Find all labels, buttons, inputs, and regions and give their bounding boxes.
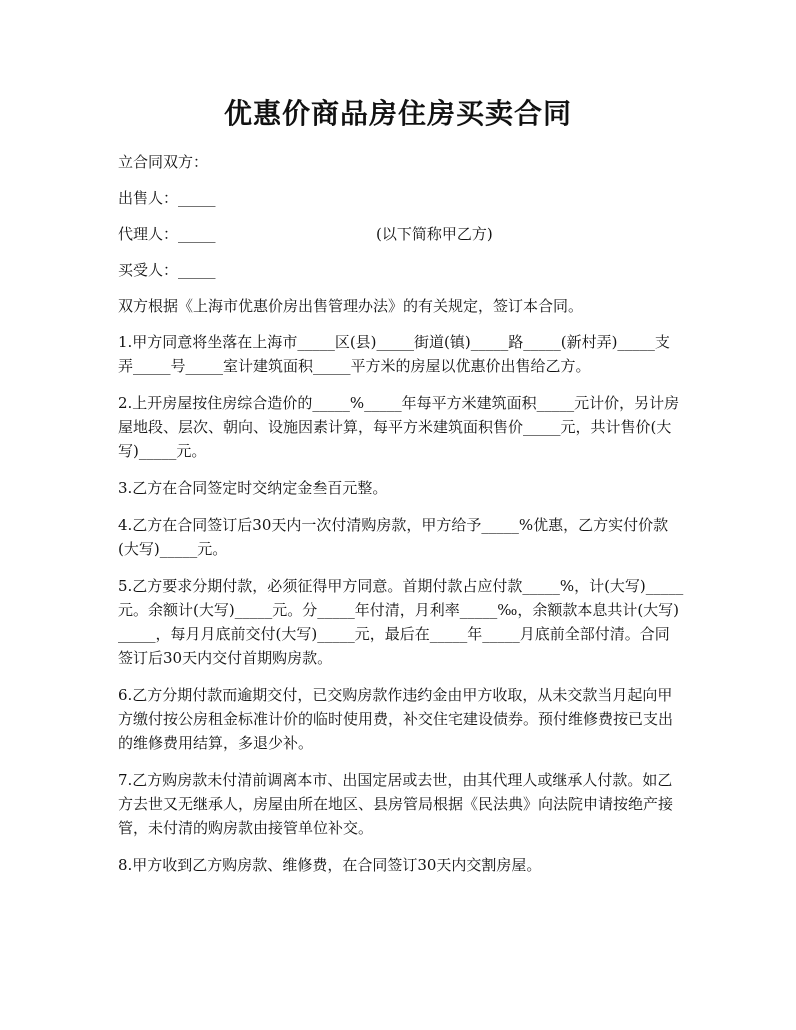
- clause-2: 2.上开房屋按住房综合造价的_____%_____年每平方米建筑面积_____元计价，另计房屋地段、层次、朝向、设施因素计算，每平方米建筑面积售价_____元，共计售价(大写)_____元。: [118, 394, 680, 460]
- document-title: 优惠价商品房住房买卖合同: [223, 97, 572, 130]
- clause-4: 4.乙方在合同签订后30天内一次付清购房款，甲方给予_____%优惠，乙方实付价款(大写)_____元。: [118, 516, 669, 558]
- clause-7: 7.乙方购房款未付清前调离本市、出国定居或去世，由其代理人或继承人付款。如乙方去世又无继承人，房屋由所在地区、县房管局根据《民法典》向法院申请按绝产接管，未付清的购房款由接管单位补交。: [118, 771, 674, 837]
- buyer-line: 买受人：_____: [118, 261, 216, 279]
- agent-row: [118, 222, 684, 246]
- clause-1: 1.甲方同意将坐落在上海市_____区(县)_____街道(镇)_____路_____(新村弄)_____支弄_____号_____室计建筑面积_____平方米的房屋以优惠价出售给乙方。: [118, 333, 670, 375]
- agent-line: 代理人：_____: [118, 225, 216, 243]
- seller-line: 出售人：_____: [118, 189, 216, 207]
- agent-note: (以下简称甲乙方): [376, 225, 493, 243]
- document-body: [118, 150, 684, 890]
- clause-5: 5.乙方要求分期付款，必须征得甲方同意。首期付款占应付款_____%，计(大写)_____元。余额计(大写)_____元。分_____年付清，月利率_____‰，余额款本息共计(大写)_____，每月月底前交付(大写)_____元，最后在_____年_____月底前全部付清。合同签订后30天内交付首期购房款。: [118, 577, 684, 667]
- preamble: 双方根据《上海市优惠价房出售管理办法》的有关规定，签订本合同。: [118, 297, 584, 315]
- clause-6: 6.乙方分期付款而逾期交付，已交购房款作违约金由甲方收取，从未交款当月起向甲方缴付按公房租金标准计价的临时使用费，补交住宅建设债券。预付维修费按已支出的维修费用结算，多退少补。: [118, 686, 674, 752]
- clause-3: 3.乙方在合同签定时交纳定金叁百元整。: [118, 479, 388, 497]
- clause-8: 8.甲方收到乙方购房款、维修费，在合同签订30天内交割房屋。: [118, 856, 542, 874]
- parties-intro: 立合同双方：: [118, 153, 209, 171]
